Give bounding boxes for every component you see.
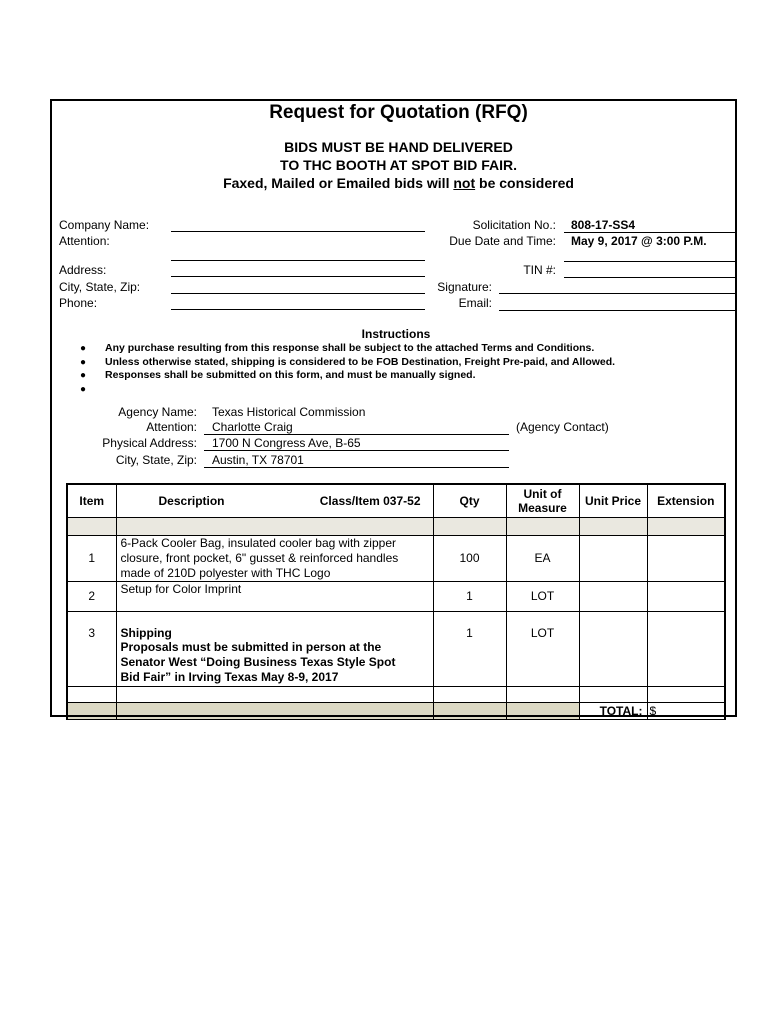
- row-1-uom: EA: [506, 535, 579, 581]
- row-1-item: 1: [67, 535, 116, 581]
- row-2-uom: LOT: [506, 581, 579, 611]
- table-spacer-row: [67, 517, 725, 535]
- agency-city-label: City, State, Zip:: [115, 453, 197, 467]
- bullet-2: ●: [80, 357, 87, 368]
- total-label: TOTAL:: [579, 702, 647, 719]
- solicitation-no-label: Solicitation No.:: [472, 218, 556, 232]
- proposal-note: Proposals must be submitted in person at the Senator West “Doing Business Texas Style Spot Bid Fair” in Irving Texas May 8-9, 2017: [116, 640, 433, 686]
- header-uom: Unit of Measure: [506, 484, 579, 517]
- due-date-value: May 9, 2017 @ 3:00 P.M.: [571, 234, 707, 248]
- bullet-4: ●: [80, 384, 87, 395]
- instruction-2: Unless otherwise stated, shipping is considered to be FOB Destination, Freight Pre-paid, and Allowed.: [105, 356, 616, 368]
- row-3-extension[interactable]: [647, 611, 725, 640]
- bullet-1: ●: [80, 343, 87, 354]
- vendor-attention-label: Attention:: [59, 234, 110, 248]
- row-3-unit-price[interactable]: [579, 611, 647, 640]
- row-2-extension[interactable]: [647, 581, 725, 611]
- table-row: [67, 581, 725, 611]
- agency-name-label: Agency Name:: [118, 405, 197, 419]
- row-2-description: Setup for Color Imprint: [116, 581, 433, 611]
- header-class: Class/Item 037-52: [319, 493, 421, 508]
- agency-attention-label: Attention:: [146, 420, 197, 434]
- email-field[interactable]: [499, 310, 737, 311]
- notice-line-3-post: be considered: [475, 175, 574, 191]
- table-note-row: [67, 640, 725, 686]
- agency-city-value: Austin, TX 78701: [212, 453, 304, 467]
- agency-address-value: 1700 N Congress Ave, B-65: [212, 436, 361, 450]
- signature-label: Signature:: [437, 280, 492, 294]
- agency-city-underline: [204, 467, 509, 468]
- total-value[interactable]: $: [647, 702, 725, 719]
- notice-line-3-pre: Faxed, Mailed or Emailed bids will: [223, 175, 454, 191]
- header-description-label: Description: [158, 493, 225, 508]
- notice-line-3-emphasis: not: [453, 175, 476, 191]
- instruction-3: Responses shall be submitted on this form, and must be manually signed.: [105, 369, 476, 381]
- frame-bottom-rule: [50, 715, 737, 717]
- vendor-attention-field[interactable]: [171, 260, 425, 261]
- notice-line-3: [0, 175, 770, 191]
- instructions-title: Instructions: [361, 327, 431, 341]
- vendor-address-label: Address:: [59, 263, 107, 277]
- row-2-qty: 1: [433, 581, 506, 611]
- table-row: [67, 611, 725, 640]
- vendor-city-label: City, State, Zip:: [59, 280, 141, 294]
- row-1-unit-price[interactable]: [579, 535, 647, 581]
- email-label: Email:: [458, 296, 492, 310]
- table-header-row: [67, 484, 725, 517]
- solicitation-no-underline: [564, 232, 737, 233]
- row-3-uom: LOT: [506, 611, 579, 640]
- row-2-item: 2: [67, 581, 116, 611]
- agency-attention-value: Charlotte Craig: [212, 420, 293, 434]
- row-1-qty: 100: [433, 535, 506, 581]
- bullet-3: ●: [80, 370, 87, 381]
- tin-label: TIN #:: [523, 263, 556, 277]
- due-date-underline: [564, 261, 737, 262]
- solicitation-no-value: 808-17-SS4: [571, 218, 636, 232]
- row-2-unit-price[interactable]: [579, 581, 647, 611]
- signature-field[interactable]: [499, 293, 737, 294]
- agency-name-value: Texas Historical Commission: [212, 405, 366, 419]
- tin-field[interactable]: [564, 277, 737, 278]
- notice-line-2: TO THC BOOTH AT SPOT BID FAIR.: [280, 157, 517, 173]
- header-unit-price: Unit Price: [579, 484, 647, 517]
- page-title: Request for Quotation (RFQ): [269, 102, 528, 123]
- row-3-item: 3: [67, 611, 116, 640]
- table-empty-row: [67, 686, 725, 702]
- company-name-label: Company Name:: [59, 218, 150, 232]
- items-table: [66, 483, 726, 720]
- agency-attention-underline: [204, 434, 509, 435]
- header-extension: Extension: [647, 484, 725, 517]
- row-1-extension[interactable]: [647, 535, 725, 581]
- agency-address-label: Physical Address:: [102, 436, 197, 450]
- due-date-label: Due Date and Time:: [449, 234, 556, 248]
- header-qty: Qty: [433, 484, 506, 517]
- header-item: Item: [67, 484, 116, 517]
- header-description: [116, 484, 433, 517]
- row-3-description: Shipping: [116, 611, 433, 640]
- row-3-qty: 1: [433, 611, 506, 640]
- row-1-description: 6-Pack Cooler Bag, insulated cooler bag with zipper closure, front pocket, 6" gusset & reinforced handles made of 210D polyester with THC Logo: [116, 535, 433, 581]
- notice-line-1: BIDS MUST BE HAND DELIVERED: [284, 139, 513, 155]
- instruction-1: Any purchase resulting from this response shall be subject to the attached Terms and Conditions.: [105, 342, 595, 354]
- table-row: [67, 535, 725, 581]
- agency-contact-note: (Agency Contact): [516, 420, 609, 434]
- vendor-phone-label: Phone:: [59, 296, 98, 310]
- agency-address-underline: [204, 450, 509, 451]
